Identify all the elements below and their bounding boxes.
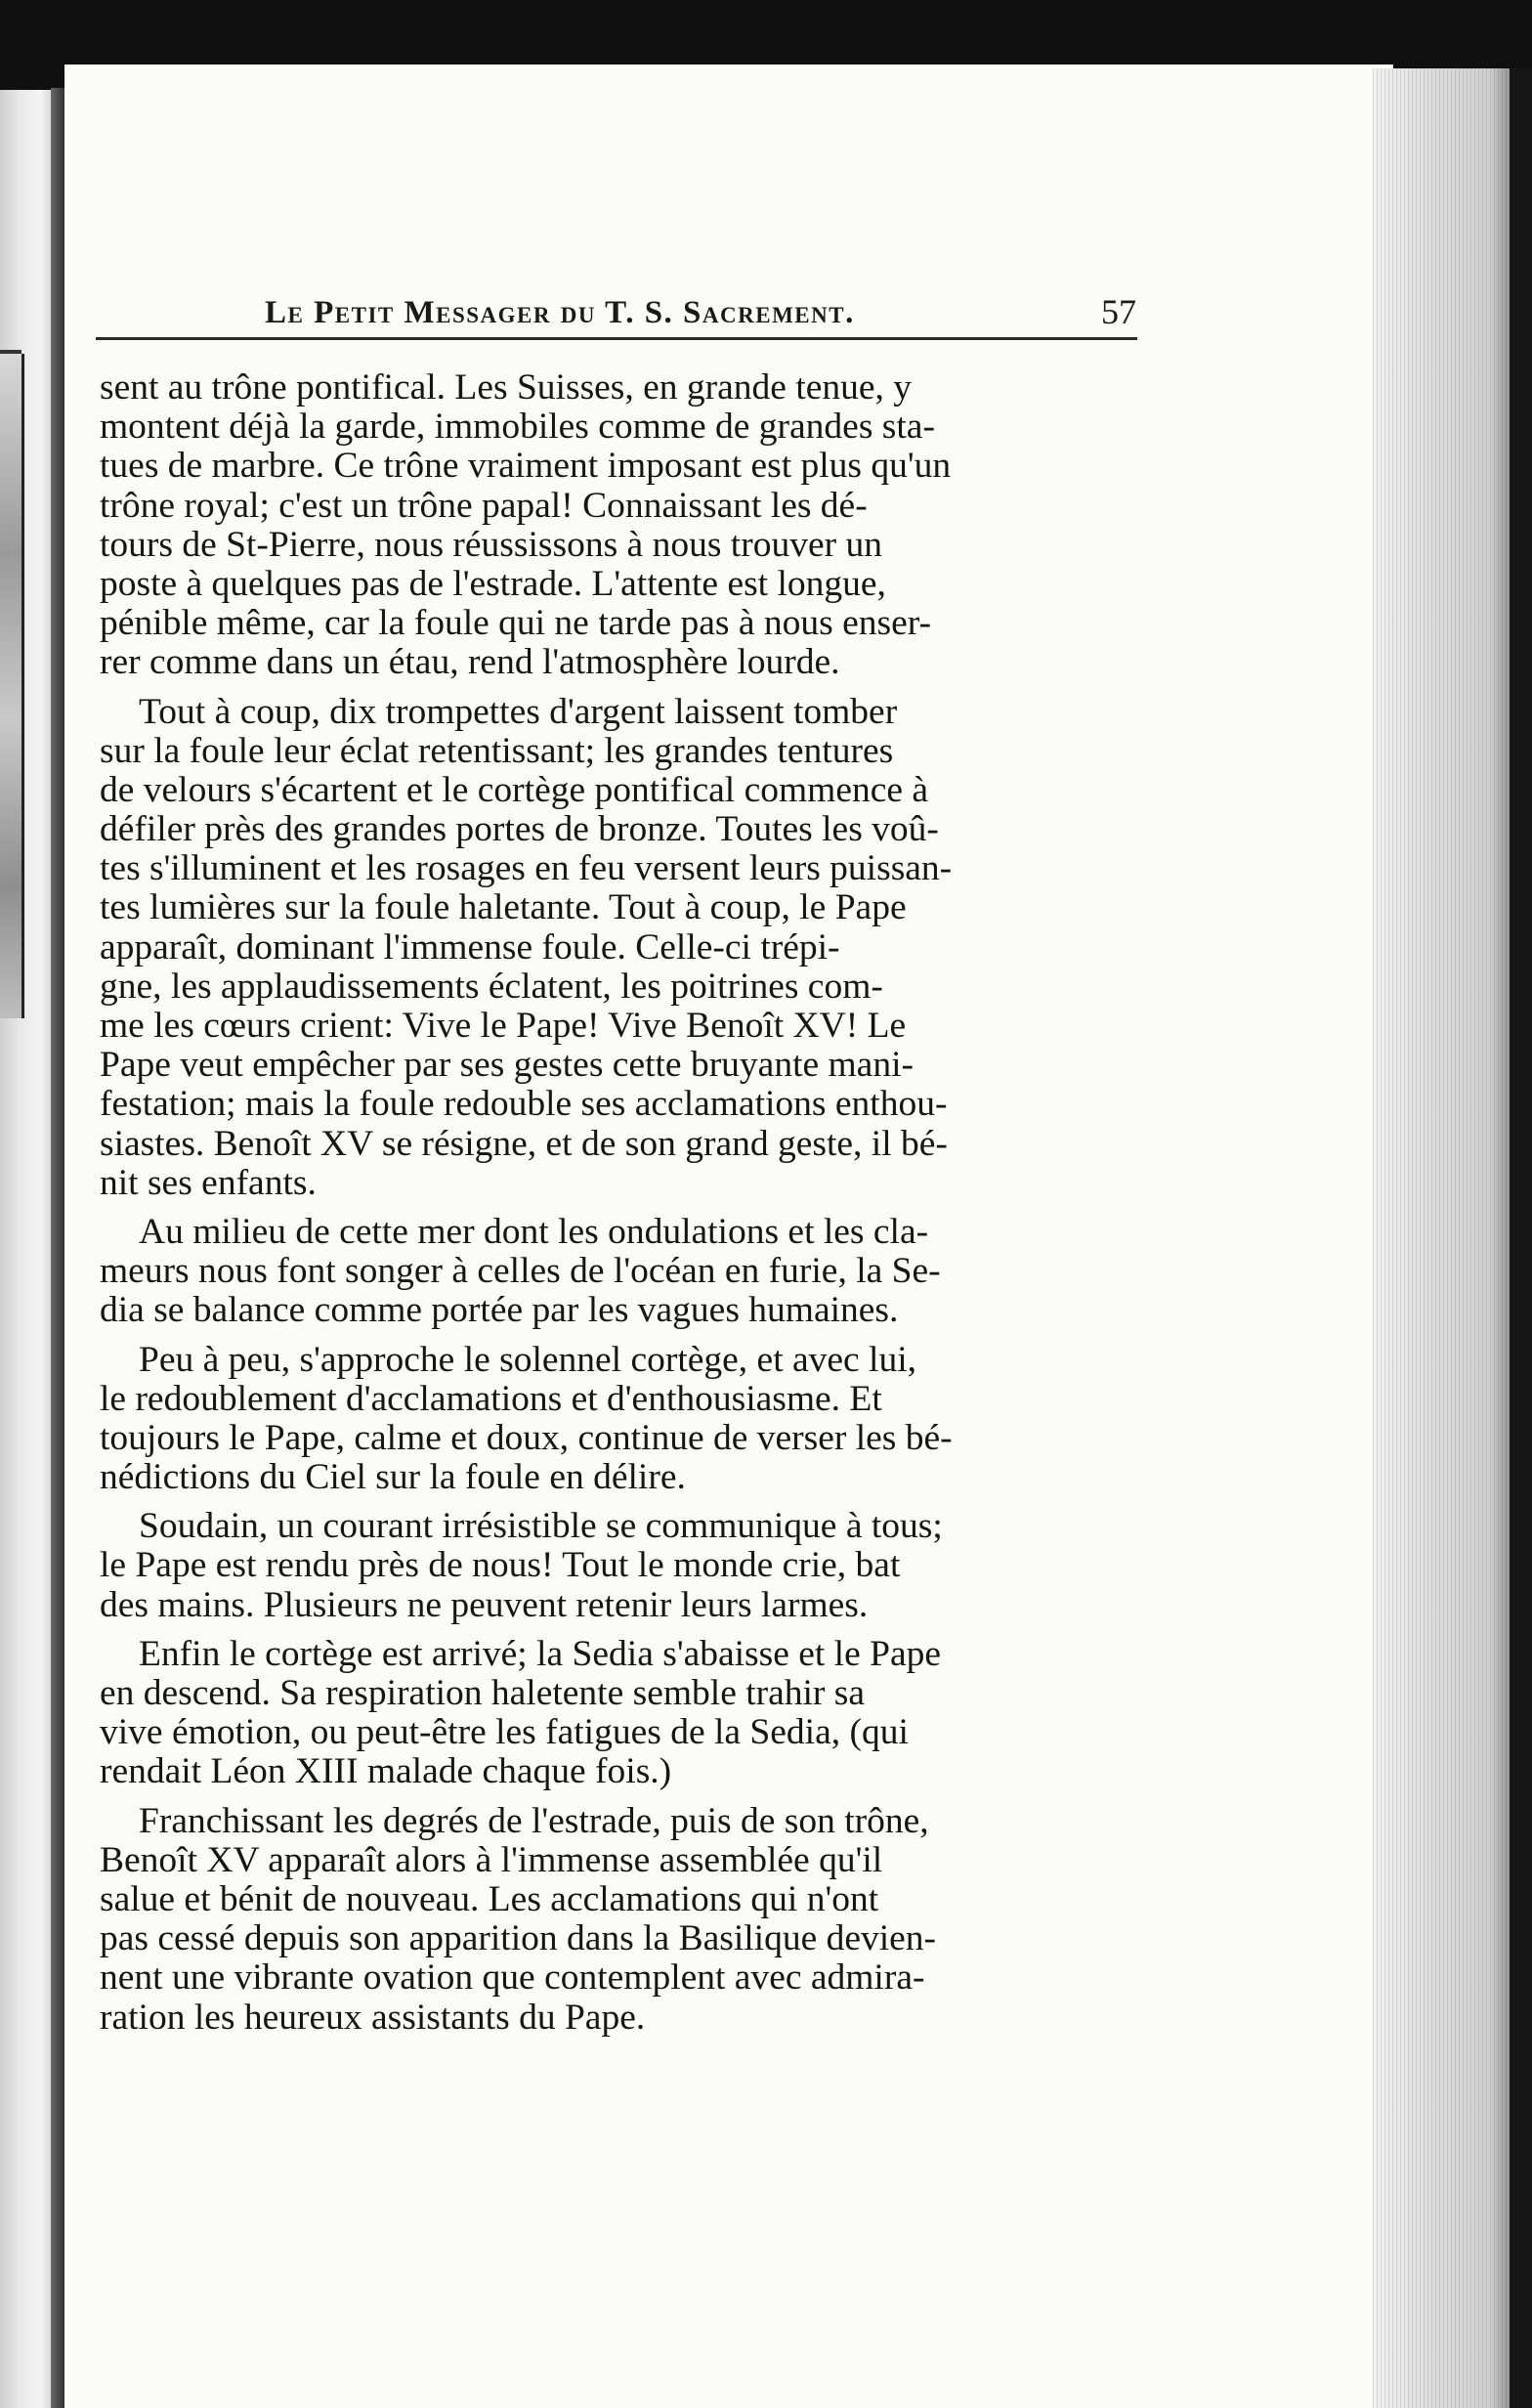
- text-line: des mains. Plusieurs ne peuvent retenir leurs larmes.: [100, 1584, 869, 1625]
- text-line: le Pape est rendu près de nous! Tout le monde crie, bat: [100, 1545, 901, 1586]
- page-number: 57: [1101, 292, 1136, 331]
- text-line: Tout à coup, dix trompettes d'argent laissent tomber: [139, 691, 898, 732]
- text-line: siastes. Benoît XV se résigne, et de son grand geste, il bé-: [100, 1123, 948, 1164]
- text-line: meurs nous font songer à celles de l'océan en furie, la Se-: [100, 1251, 941, 1292]
- text-line: nent une vibrante ovation que contemplent avec admira-: [100, 1957, 925, 1999]
- text-line: ration les heureux assistants du Pape.: [100, 1997, 646, 2038]
- paragraph-gap: [100, 1331, 1153, 1341]
- paragraph: [100, 1507, 1153, 1625]
- text-line: Franchissant les degrés de l'estrade, puis de son trône,: [139, 1800, 929, 1841]
- text-line: de velours s'écartent et le cortège pontifical commence à: [100, 769, 929, 810]
- header-rule: [96, 337, 1137, 340]
- text-line: vive émotion, ou peut-être les fatigues de la Sedia, (qui: [100, 1712, 909, 1753]
- text-line: trône royal; c'est un trône papal! Connaissant les dé-: [100, 485, 868, 526]
- text-line: Benoît XV apparaît alors à l'immense assemblée qu'il: [100, 1839, 883, 1880]
- paragraph: [100, 1341, 1153, 1498]
- text-line: Soudain, un courant irrésistible se communique à tous;: [139, 1506, 943, 1547]
- text-line: sent au trône pontifical. Les Suisses, en grande tenue, y: [100, 367, 913, 408]
- book-page-stack-edge: [1373, 68, 1519, 2408]
- paragraph: [100, 1635, 1153, 1792]
- text-line: festation; mais la foule redouble ses acclamations enthou-: [100, 1084, 948, 1125]
- text-line: poste à quelques pas de l'estrade. L'attente est longue,: [100, 563, 886, 604]
- text-line: pénible même, car la foule qui ne tarde pas à nous enser-: [100, 603, 931, 644]
- paragraph: [100, 368, 1153, 683]
- text-line: pas cessé depuis son apparition dans la Basilique devien-: [100, 1918, 937, 1959]
- book-shadow: [1510, 68, 1532, 2408]
- running-title: Le Petit Messager du T. S. Sacrement.: [265, 295, 855, 330]
- text-line: le redoublement d'acclamations et d'enthousiasme. Et: [100, 1378, 882, 1419]
- text-line: Peu à peu, s'approche le solennel cortège, et avec lui,: [139, 1339, 917, 1380]
- text-line: en descend. Sa respiration haletente semble trahir sa: [100, 1673, 866, 1713]
- text-line: nit ses enfants.: [100, 1162, 317, 1203]
- text-line: gne, les applaudissements éclatent, les poitrines com-: [100, 966, 883, 1007]
- text-line: dia se balance comme portée par les vagues humaines.: [100, 1290, 899, 1331]
- text-line: rendait Léon XIII malade chaque fois.): [100, 1751, 672, 1792]
- text-line: Enfin le cortège est arrivé; la Sedia s'abaisse et le Pape: [139, 1633, 942, 1674]
- text-line: toujours le Pape, calme et doux, continue de verser les bé-: [100, 1417, 953, 1458]
- paragraph: [100, 1802, 1153, 2038]
- running-head: [265, 293, 1136, 338]
- text-line: sur la foule leur éclat retentissant; les grandes tentures: [100, 730, 894, 771]
- text-line: tues de marbre. Ce trône vraiment imposant est plus qu'un: [100, 446, 952, 487]
- text-line: tours de St-Pierre, nous réussissons à nous trouver un: [100, 524, 882, 565]
- text-line: Au milieu de cette mer dont les ondulations et les cla-: [139, 1211, 929, 1252]
- text-line: apparaît, dominant l'immense foule. Celle-ci trépi-: [100, 926, 840, 968]
- text-line: défiler près des grandes portes de bronze. Toutes les voû-: [100, 809, 939, 850]
- text-line: Pape veut empêcher par ses gestes cette bruyante mani-: [100, 1045, 914, 1086]
- text-line: montent déjà la garde, immobiles comme de grandes sta-: [100, 407, 935, 448]
- paragraph: [100, 693, 1153, 1203]
- text-line: nédictions du Ciel sur la foule en délire.: [100, 1457, 686, 1498]
- paragraph-gap: [100, 683, 1153, 693]
- text-line: tes lumières sur la foule haletante. Tout à coup, le Pape: [100, 887, 907, 928]
- paragraph: [100, 1213, 1153, 1331]
- text-line: salue et bénit de nouveau. Les acclamations qui n'ont: [100, 1878, 879, 1919]
- text-line: tes s'illuminent et les rosages en feu versent leurs puissan-: [100, 848, 953, 889]
- text-line: me les cœurs crient: Vive le Pape! Vive Benoît XV! Le: [100, 1006, 907, 1046]
- text-line: rer comme dans un étau, rend l'atmosphère lourde.: [100, 642, 840, 683]
- facing-page-illustration: [0, 354, 24, 1018]
- body-text: [100, 368, 1153, 2038]
